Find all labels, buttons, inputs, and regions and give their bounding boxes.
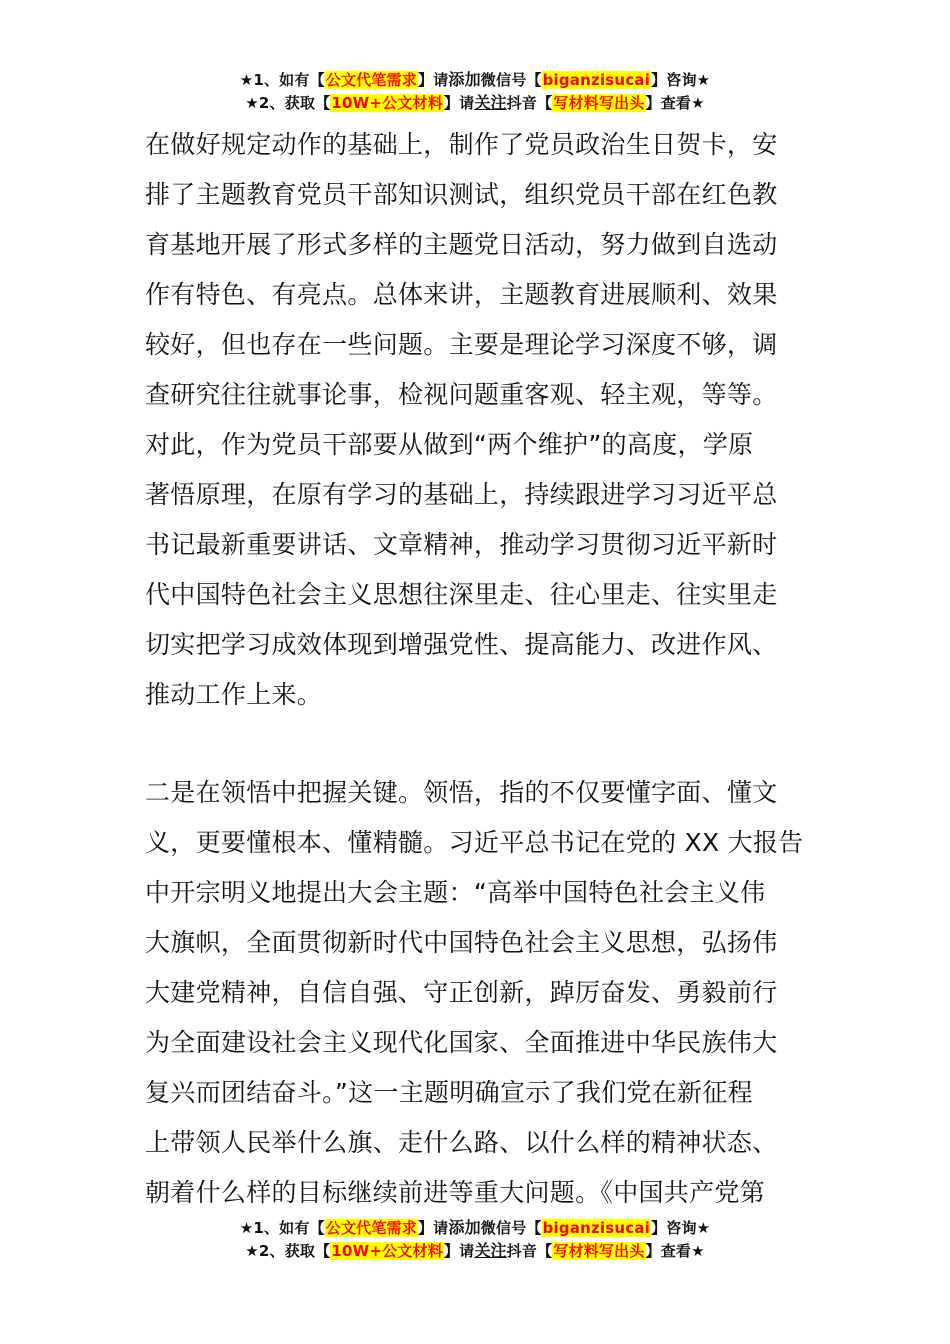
ad-line2-prefix: ★2、获取【 (245, 94, 331, 112)
ad-line1-mid1: 】请 (417, 1219, 449, 1237)
ad-materials-highlight: 10W+公文材料 (331, 1242, 443, 1260)
ad-account-highlight: 写材料写出头 (553, 1242, 645, 1260)
ad-line-1 (0, 68, 950, 91)
header-ad-banner (0, 68, 950, 114)
paragraph-1 (145, 120, 810, 720)
text-line: 复兴而团结奋斗。”这一主题明确宣示了我们党在新征程 (145, 1078, 753, 1107)
text-line: 排了主题教育党员干部知识测试，组织党员干部在红色教 (145, 180, 778, 209)
ad-line2-prefix: ★2、获取【 (245, 1242, 331, 1260)
text-line: 大旗帜，全面贯彻新时代中国特色社会主义思想，弘扬伟 (145, 928, 778, 957)
text-line: 中开宗明义地提出大会主题：“高举中国特色社会主义伟 (145, 878, 766, 907)
ad-materials-highlight: 10W+公文材料 (331, 94, 443, 112)
text-line: 著悟原理，在原有学习的基础上，持续跟进学习习近平总 (145, 480, 778, 509)
text-line: 上带领人民举什么旗、走什么路、以什么样的精神状态、 (145, 1128, 778, 1157)
text-line: 为全面建设社会主义现代化国家、全面推进中华民族伟大 (145, 1028, 778, 1057)
text-line: 对此，作为党员干部要从做到“两个维护”的高度，学原 (145, 430, 754, 459)
ad-line2-mid1: 】请 (443, 94, 475, 112)
ad-line1-prefix: ★1、如有【 (239, 71, 325, 89)
text-line: 育基地开展了形式多样的主题党日活动，努力做到自选动 (145, 230, 778, 259)
ad-line2-mid2: 抖音【 (506, 94, 553, 112)
text-line: 代中国特色社会主义思想往深里走、往心里走、往实里走 (145, 580, 778, 609)
ad-line1-prefix: ★1、如有【 (239, 1219, 325, 1237)
ad-line1-mid2: 微信号【 (480, 71, 542, 89)
ad-line1-suffix: 】咨询★ (651, 71, 711, 89)
text-line: 书记最新重要讲话、文章精神，推动学习贯彻习近平新时 (145, 530, 778, 559)
ad-line1-suffix: 】咨询★ (651, 1219, 711, 1237)
text-line: 义，更要懂根本、懂精髓。习近平总书记在党的 XX 大报告 (145, 828, 804, 857)
ad-service-highlight: 公文代笔需求 (325, 71, 417, 89)
ad-wechat-id: biganzisucai (542, 1219, 651, 1237)
text-line: 切实把学习成效体现到增强党性、提高能力、改进作风、 (145, 630, 778, 659)
text-line: 大建党精神，自信自强、守正创新，踔厉奋发、勇毅前行 (145, 978, 778, 1007)
text-line: 作有特色、有亮点。总体来讲，主题教育进展顺利、效果 (145, 280, 778, 309)
paragraph-2 (145, 768, 810, 1218)
footer-ad-banner (0, 1216, 950, 1262)
ad-line1-emph: 添加 (448, 1218, 481, 1237)
text-line: 朝着什么样的目标继续前进等重大问题。《中国共产党第 (145, 1178, 766, 1207)
ad-line-2 (0, 91, 950, 114)
ad-line2-mid1: 】请 (443, 1242, 475, 1260)
ad-line1-mid2: 微信号【 (480, 1219, 542, 1237)
ad-line-1 (0, 1216, 950, 1239)
text-line: 在做好规定动作的基础上，制作了党员政治生日贺卡，安 (145, 130, 778, 159)
text-line: 二是在领悟中把握关键。领悟，指的不仅要懂字面、懂文 (145, 778, 778, 807)
text-line: 推动工作上来。 (145, 680, 323, 709)
ad-line2-suffix: 】查看★ (645, 94, 705, 112)
ad-line1-mid1: 】请 (417, 71, 449, 89)
ad-line2-emph: 关注 (474, 1241, 507, 1260)
text-line: 较好，但也存在一些问题。主要是理论学习深度不够，调 (145, 330, 778, 359)
ad-service-highlight: 公文代笔需求 (325, 1219, 417, 1237)
ad-wechat-id: biganzisucai (542, 71, 651, 89)
text-line: 查研究往往就事论事，检视问题重客观、轻主观，等等。 (145, 380, 778, 409)
ad-line2-mid2: 抖音【 (506, 1242, 553, 1260)
ad-line-2 (0, 1239, 950, 1262)
ad-line2-emph: 关注 (474, 93, 507, 112)
ad-line1-emph: 添加 (448, 70, 481, 89)
ad-account-highlight: 写材料写出头 (553, 94, 645, 112)
ad-line2-suffix: 】查看★ (645, 1242, 705, 1260)
